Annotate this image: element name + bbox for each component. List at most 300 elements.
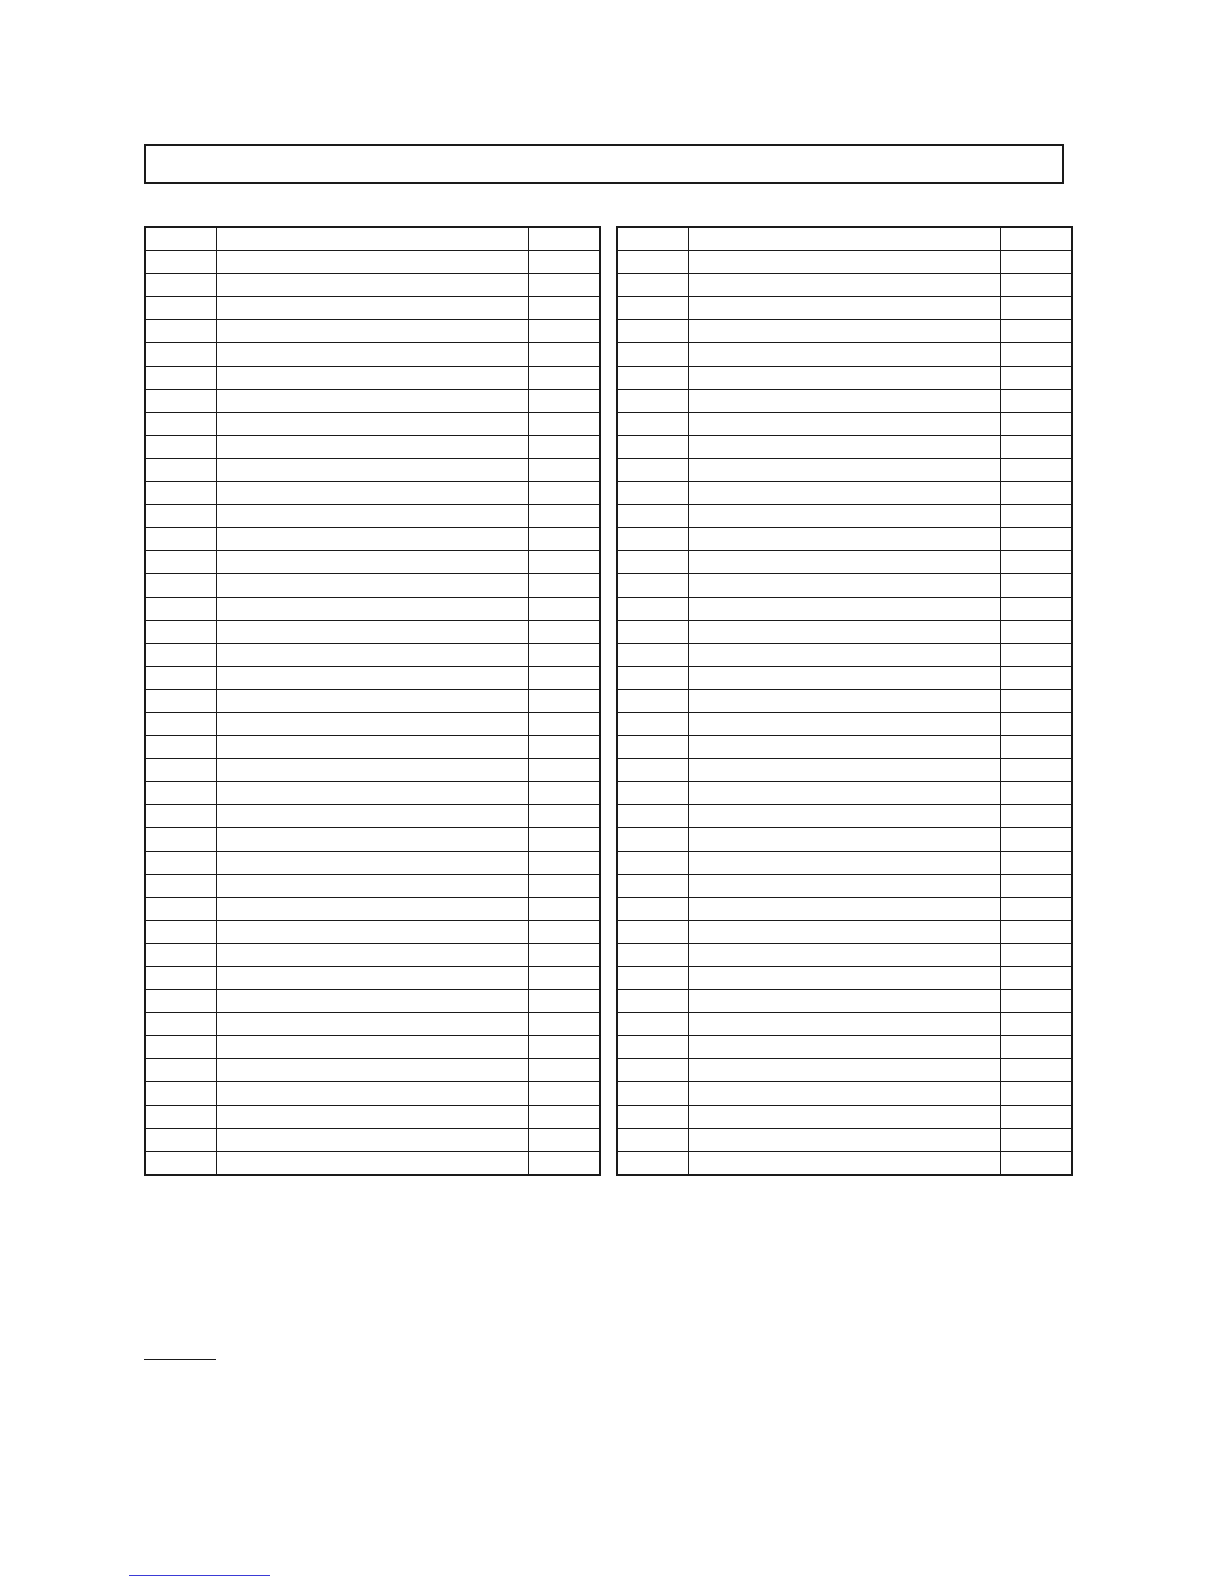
left-table-row	[145, 597, 600, 620]
right-table-row	[617, 805, 1072, 828]
left-table-cell	[217, 551, 529, 574]
right-table-cell	[617, 551, 689, 574]
right-table-row	[617, 736, 1072, 759]
left-table-row	[145, 1059, 600, 1082]
left-table-row	[145, 967, 600, 990]
left-table-row	[145, 389, 600, 412]
right-table-cell	[689, 1128, 1001, 1151]
right-table-row	[617, 920, 1072, 943]
left-table-cell	[145, 251, 217, 274]
right-table-cell	[689, 574, 1001, 597]
left-table-cell	[529, 620, 601, 643]
right-table-row	[617, 366, 1072, 389]
right-table-cell	[1001, 1105, 1073, 1128]
right-table-row	[617, 828, 1072, 851]
left-table-cell	[529, 1013, 601, 1036]
left-table-cell	[529, 874, 601, 897]
right-table-row	[617, 1082, 1072, 1105]
left-table-row	[145, 251, 600, 274]
right-table-cell	[1001, 1082, 1073, 1105]
left-table-cell	[145, 851, 217, 874]
left-table-cell	[217, 897, 529, 920]
left-table-cell	[217, 1036, 529, 1059]
right-table-cell	[1001, 805, 1073, 828]
left-table-cell	[529, 1128, 601, 1151]
left-table-cell	[217, 389, 529, 412]
left-table-cell	[217, 320, 529, 343]
left-table-row	[145, 320, 600, 343]
right-table-cell	[689, 366, 1001, 389]
left-table-row	[145, 874, 600, 897]
right-table-cell	[1001, 343, 1073, 366]
left-table-row	[145, 435, 600, 458]
left-table-cell	[529, 736, 601, 759]
right-table-cell	[1001, 943, 1073, 966]
left-table-row	[145, 805, 600, 828]
right-table-cell	[689, 943, 1001, 966]
right-table-cell	[617, 620, 689, 643]
right-table-cell	[689, 389, 1001, 412]
right-table-cell	[1001, 782, 1073, 805]
left-table-row	[145, 227, 600, 251]
right-table-cell	[617, 435, 689, 458]
right-table-cell	[617, 897, 689, 920]
right-table-row	[617, 967, 1072, 990]
right-table-cell	[689, 597, 1001, 620]
right-table-cell	[617, 528, 689, 551]
right-table-cell	[617, 1105, 689, 1128]
right-table-cell	[617, 297, 689, 320]
right-table-cell	[617, 274, 689, 297]
left-table-cell	[217, 227, 529, 251]
right-table-cell	[617, 505, 689, 528]
right-table-row	[617, 666, 1072, 689]
left-table-cell	[529, 1059, 601, 1082]
right-table-cell	[617, 343, 689, 366]
left-table-cell	[145, 320, 217, 343]
right-table-cell	[617, 943, 689, 966]
right-table-cell	[689, 736, 1001, 759]
left-table-cell	[529, 274, 601, 297]
right-table-cell	[617, 643, 689, 666]
right-table-row	[617, 412, 1072, 435]
left-table-row	[145, 689, 600, 712]
left-table-cell	[217, 251, 529, 274]
right-table-row	[617, 759, 1072, 782]
left-table-row	[145, 551, 600, 574]
right-table-row	[617, 227, 1072, 251]
left-table-cell	[217, 1059, 529, 1082]
left-table-row	[145, 574, 600, 597]
left-table-cell	[217, 458, 529, 481]
right-table-row	[617, 458, 1072, 481]
left-table-cell	[529, 920, 601, 943]
right-table-row	[617, 782, 1072, 805]
left-table-cell	[217, 574, 529, 597]
right-table-cell	[617, 366, 689, 389]
right-table-cell	[617, 759, 689, 782]
left-table-cell	[529, 897, 601, 920]
left-table-row	[145, 297, 600, 320]
left-table-cell	[145, 874, 217, 897]
right-table-row	[617, 943, 1072, 966]
right-table-cell	[617, 1036, 689, 1059]
left-table-cell	[145, 1036, 217, 1059]
left-table-cell	[217, 805, 529, 828]
right-table-cell	[689, 874, 1001, 897]
left-table-cell	[145, 1082, 217, 1105]
right-table-cell	[689, 251, 1001, 274]
right-table-cell	[689, 1013, 1001, 1036]
right-table-cell	[1001, 1036, 1073, 1059]
right-table-cell	[689, 759, 1001, 782]
left-table-cell	[145, 759, 217, 782]
right-table-cell	[617, 782, 689, 805]
left-table-cell	[145, 943, 217, 966]
left-table-cell	[217, 712, 529, 735]
right-table-cell	[689, 1151, 1001, 1175]
left-table-cell	[529, 967, 601, 990]
right-table-cell	[1001, 874, 1073, 897]
right-table-cell	[1001, 920, 1073, 943]
left-table-row	[145, 851, 600, 874]
right-table-cell	[617, 736, 689, 759]
right-table-cell	[1001, 366, 1073, 389]
left-table-cell	[217, 1151, 529, 1175]
left-table-cell	[145, 920, 217, 943]
left-table-cell	[145, 1059, 217, 1082]
left-table-cell	[145, 528, 217, 551]
left-table-row	[145, 1128, 600, 1151]
right-table-cell	[1001, 620, 1073, 643]
left-table-cell	[529, 828, 601, 851]
right-table-container	[616, 226, 1073, 1176]
left-table-cell	[145, 574, 217, 597]
left-table-cell	[529, 505, 601, 528]
title-box	[144, 144, 1064, 184]
left-table-row	[145, 943, 600, 966]
footer-rule	[144, 1359, 216, 1360]
left-table-cell	[529, 574, 601, 597]
left-table-cell	[145, 343, 217, 366]
left-table-cell	[529, 851, 601, 874]
right-table-cell	[1001, 251, 1073, 274]
right-table-row	[617, 597, 1072, 620]
left-table-cell	[217, 620, 529, 643]
right-table-row	[617, 297, 1072, 320]
left-table-cell	[529, 458, 601, 481]
right-table	[616, 226, 1073, 1176]
left-table-cell	[217, 412, 529, 435]
left-table-cell	[145, 597, 217, 620]
left-table-row	[145, 412, 600, 435]
left-table-cell	[145, 551, 217, 574]
left-table-cell	[217, 1013, 529, 1036]
right-table-cell	[689, 458, 1001, 481]
left-table-cell	[217, 366, 529, 389]
right-table-cell	[617, 805, 689, 828]
left-table-cell	[529, 343, 601, 366]
left-table-cell	[529, 712, 601, 735]
left-table-cell	[529, 528, 601, 551]
left-table-cell	[529, 666, 601, 689]
right-table-cell	[689, 990, 1001, 1013]
left-table-cell	[217, 967, 529, 990]
right-table-cell	[689, 1036, 1001, 1059]
right-table-cell	[689, 274, 1001, 297]
right-table-cell	[689, 297, 1001, 320]
left-table-cell	[529, 805, 601, 828]
right-table-cell	[689, 828, 1001, 851]
left-table-cell	[529, 597, 601, 620]
right-table-cell	[1001, 967, 1073, 990]
left-table-row	[145, 897, 600, 920]
left-table-cell	[217, 435, 529, 458]
right-table-cell	[1001, 482, 1073, 505]
right-table-cell	[1001, 389, 1073, 412]
left-table-cell	[145, 990, 217, 1013]
right-table-row	[617, 505, 1072, 528]
right-table-cell	[689, 967, 1001, 990]
left-table-cell	[145, 643, 217, 666]
right-table-cell	[617, 990, 689, 1013]
right-table-cell	[689, 689, 1001, 712]
left-table-cell	[217, 1105, 529, 1128]
left-table-cell	[145, 967, 217, 990]
right-table-cell	[689, 320, 1001, 343]
footer-link-rule	[129, 1575, 270, 1576]
left-table-cell	[529, 366, 601, 389]
right-table-cell	[1001, 597, 1073, 620]
left-table-cell	[529, 482, 601, 505]
right-table-cell	[617, 967, 689, 990]
left-table-cell	[145, 1105, 217, 1128]
right-table-row	[617, 320, 1072, 343]
right-table-row	[617, 689, 1072, 712]
left-table-row	[145, 620, 600, 643]
left-table-cell	[217, 851, 529, 874]
right-table-row	[617, 389, 1072, 412]
right-table-cell	[617, 712, 689, 735]
right-table-cell	[617, 320, 689, 343]
right-table-cell	[689, 620, 1001, 643]
right-table-cell	[1001, 736, 1073, 759]
right-table-cell	[1001, 227, 1073, 251]
right-table-cell	[617, 828, 689, 851]
left-table-cell	[217, 343, 529, 366]
left-table-cell	[529, 643, 601, 666]
right-table-cell	[1001, 274, 1073, 297]
right-table-cell	[689, 551, 1001, 574]
left-table-row	[145, 343, 600, 366]
left-table-cell	[529, 1082, 601, 1105]
right-table-cell	[1001, 505, 1073, 528]
right-table-cell	[689, 897, 1001, 920]
left-table-row	[145, 1013, 600, 1036]
left-table-row	[145, 782, 600, 805]
left-table-cell	[529, 551, 601, 574]
right-table-cell	[617, 1013, 689, 1036]
left-table-cell	[529, 297, 601, 320]
left-table-row	[145, 1036, 600, 1059]
right-table-cell	[689, 712, 1001, 735]
right-table-row	[617, 1036, 1072, 1059]
right-table-cell	[1001, 551, 1073, 574]
left-table-row	[145, 1151, 600, 1175]
left-table-cell	[217, 689, 529, 712]
left-table-cell	[529, 251, 601, 274]
right-table-cell	[1001, 689, 1073, 712]
left-table-cell	[529, 943, 601, 966]
left-table-cell	[529, 227, 601, 251]
right-table-cell	[1001, 897, 1073, 920]
right-table-row	[617, 1128, 1072, 1151]
right-table-cell	[689, 1059, 1001, 1082]
left-table-cell	[145, 666, 217, 689]
left-table-cell	[145, 689, 217, 712]
left-table-row	[145, 643, 600, 666]
right-table-cell	[1001, 435, 1073, 458]
left-table-cell	[529, 320, 601, 343]
right-table-cell	[1001, 320, 1073, 343]
right-table-cell	[617, 412, 689, 435]
left-table-cell	[145, 435, 217, 458]
left-table-cell	[529, 1036, 601, 1059]
left-table-cell	[145, 1128, 217, 1151]
left-table-cell	[217, 643, 529, 666]
right-table-cell	[1001, 528, 1073, 551]
left-table-row	[145, 828, 600, 851]
right-table-cell	[617, 1059, 689, 1082]
right-table-cell	[1001, 851, 1073, 874]
left-table-cell	[217, 1128, 529, 1151]
right-table-cell	[689, 666, 1001, 689]
right-table-cell	[689, 643, 1001, 666]
left-table-cell	[145, 505, 217, 528]
left-table-cell	[145, 482, 217, 505]
right-table-row	[617, 1105, 1072, 1128]
left-table-row	[145, 1105, 600, 1128]
right-table-cell	[617, 666, 689, 689]
right-table-cell	[689, 482, 1001, 505]
left-table-row	[145, 1082, 600, 1105]
right-table-cell	[1001, 458, 1073, 481]
right-table-cell	[1001, 990, 1073, 1013]
left-table-cell	[217, 597, 529, 620]
left-table-cell	[529, 435, 601, 458]
right-table-cell	[1001, 666, 1073, 689]
left-table-row	[145, 759, 600, 782]
right-table-cell	[617, 851, 689, 874]
right-table-row	[617, 851, 1072, 874]
right-table-cell	[689, 782, 1001, 805]
right-table-row	[617, 1151, 1072, 1175]
right-table-cell	[1001, 1128, 1073, 1151]
right-table-row	[617, 343, 1072, 366]
left-table-cell	[529, 759, 601, 782]
left-table-cell	[145, 274, 217, 297]
left-table-cell	[217, 505, 529, 528]
left-table-row	[145, 736, 600, 759]
right-table-cell	[689, 505, 1001, 528]
right-table-cell	[617, 251, 689, 274]
right-table-row	[617, 251, 1072, 274]
left-table-cell	[145, 1151, 217, 1175]
left-table-cell	[145, 297, 217, 320]
right-table-cell	[689, 343, 1001, 366]
left-table-cell	[529, 782, 601, 805]
left-table-cell	[529, 412, 601, 435]
left-table-row	[145, 528, 600, 551]
left-table-cell	[217, 943, 529, 966]
left-table-cell	[145, 1013, 217, 1036]
right-table-cell	[689, 1082, 1001, 1105]
right-table-cell	[1001, 643, 1073, 666]
right-table-row	[617, 482, 1072, 505]
left-table-row	[145, 505, 600, 528]
left-table-cell	[217, 528, 529, 551]
left-table-cell	[529, 990, 601, 1013]
right-table-cell	[1001, 759, 1073, 782]
right-table-row	[617, 574, 1072, 597]
right-table-row	[617, 874, 1072, 897]
right-table-cell	[617, 1128, 689, 1151]
left-table-row	[145, 712, 600, 735]
left-table-row	[145, 458, 600, 481]
left-table-cell	[217, 297, 529, 320]
left-table-cell	[145, 712, 217, 735]
left-table-cell	[529, 1151, 601, 1175]
left-table-cell	[145, 412, 217, 435]
left-table-row	[145, 920, 600, 943]
left-table-cell	[217, 920, 529, 943]
left-table-row	[145, 366, 600, 389]
right-table-row	[617, 897, 1072, 920]
left-table-row	[145, 666, 600, 689]
right-table-cell	[617, 1151, 689, 1175]
left-table-cell	[529, 1105, 601, 1128]
right-table-cell	[689, 435, 1001, 458]
right-table-row	[617, 528, 1072, 551]
right-table-row	[617, 435, 1072, 458]
right-table-row	[617, 1059, 1072, 1082]
left-table-cell	[145, 805, 217, 828]
left-table-cell	[217, 482, 529, 505]
right-table-row	[617, 643, 1072, 666]
left-table-row	[145, 274, 600, 297]
left-table-cell	[217, 828, 529, 851]
left-table-container	[144, 226, 601, 1176]
right-table-cell	[617, 920, 689, 943]
right-table-row	[617, 274, 1072, 297]
right-table-cell	[1001, 828, 1073, 851]
right-table-row	[617, 712, 1072, 735]
right-table-cell	[617, 1082, 689, 1105]
left-table-cell	[145, 366, 217, 389]
right-table-cell	[617, 482, 689, 505]
right-table-cell	[1001, 1059, 1073, 1082]
left-table-row	[145, 482, 600, 505]
left-table-cell	[529, 389, 601, 412]
left-table-cell	[145, 620, 217, 643]
right-table-cell	[1001, 1013, 1073, 1036]
right-table-cell	[689, 227, 1001, 251]
left-table	[144, 226, 601, 1176]
right-table-cell	[617, 389, 689, 412]
right-table-cell	[617, 458, 689, 481]
right-table-cell	[617, 574, 689, 597]
right-table-cell	[1001, 712, 1073, 735]
